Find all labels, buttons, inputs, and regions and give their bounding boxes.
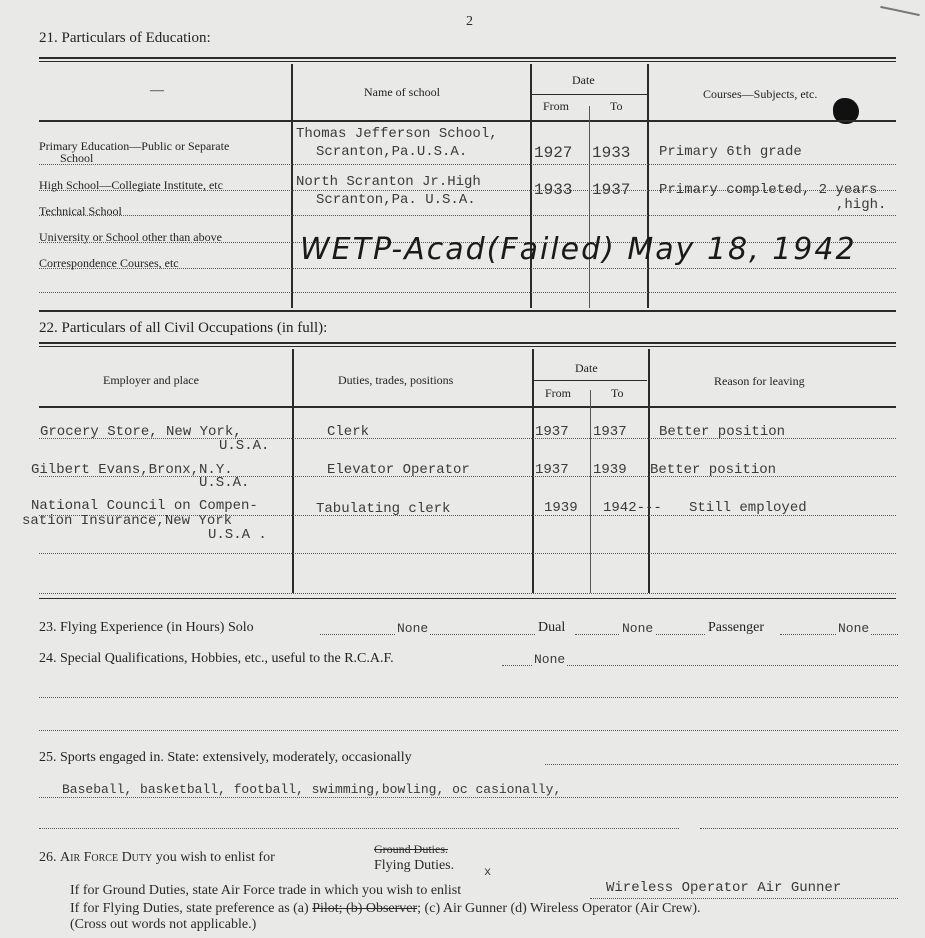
divider [39,342,896,344]
fill-line [39,828,679,829]
section-23-label: 23. Flying Experience (in Hours) Solo [39,620,254,635]
employer-line3: U.S.A . [208,527,267,543]
column-rule [647,64,649,308]
divider [532,94,648,95]
to-header: To [610,99,623,113]
row-label-technical: Technical School [39,204,122,218]
reason-header: Reason for leaving [714,374,805,388]
sports-value: Baseball, basketball, football, swimming,bowling, oc casionally, [62,782,562,797]
dual-hours: None [622,621,654,636]
date-header: Date [575,361,598,375]
row-label-high-school: High School—Collegiate Institute, etc [39,178,223,192]
scratch-mark [880,6,920,16]
duties-header: Duties, trades, positions [338,373,454,387]
section-26-number: 26. [39,850,57,865]
duties: Tabulating clerk [316,501,451,517]
reason-for-leaving: Better position [650,462,777,478]
employer-line2: U.S.A. [219,438,270,454]
option-flying-duties: Flying Duties. [374,858,455,873]
column-rule [530,64,532,308]
occupation-to: 1937 [593,424,627,440]
education-to: 1937 [592,181,631,199]
divider [39,57,896,59]
duties: Clerk [327,424,370,440]
education-from: 1927 [534,144,573,162]
fill-line [590,898,898,899]
section-22-title: 22. Particulars of all Civil Occupations (in full): [39,320,328,336]
column-rule [532,349,534,593]
section-25-label: 25. Sports engaged in. State: extensively, moderately, occasionally [39,750,412,765]
fill-line [39,697,898,698]
column-rule [292,349,294,593]
divider [533,380,647,381]
row-line [39,268,896,269]
column-rule [590,390,591,593]
school-name-line1: North Scranton Jr.High [296,174,481,190]
employer-line2: sation Insurance,New York [22,513,233,529]
duties: Elevator Operator [327,462,470,478]
row-line [39,593,896,594]
employer-header: Employer and place [103,373,199,387]
occupation-from: 1937 [535,424,569,440]
employer-line1: National Council on Compen- [31,498,258,514]
page-number: 2 [466,14,473,29]
section-26-suffix: you wish to enlist for [155,850,275,865]
row-line [39,215,896,216]
row-label-university: University or School other than above [39,230,222,244]
flying-preference-line [70,901,701,917]
flying-pref-prefix: If for Flying Duties, state preference as (a) [70,901,309,916]
row-line [39,292,896,293]
occupation-to: 1942--- [603,500,662,516]
divider [39,346,896,347]
courses-header: Courses—Subjects, etc. [703,87,818,101]
school-name-line1: Thomas Jefferson School, [296,126,498,142]
column-rule [589,106,590,308]
fill-line [545,764,898,765]
employer-line1: Gilbert Evans,Bronx,N.Y. [31,462,233,478]
divider [39,406,896,408]
option-ground-duties: Ground Duties. [374,842,448,856]
fill-line [39,730,898,731]
education-courses: Primary completed, 2 years [659,182,878,198]
section-26-title: Air Force Duty [60,850,153,865]
row-label-primary: Primary Education—Public or Separate [39,139,230,153]
section-21-title: 21. Particulars of Education: [39,30,211,46]
education-from: 1933 [534,181,573,199]
from-header: From [545,386,572,400]
row-line [39,164,896,165]
date-header: Date [572,73,595,87]
occupation-from: 1937 [535,462,569,478]
education-courses-line2: ,high. [836,197,887,213]
divider [39,598,896,599]
reason-for-leaving: Better position [659,424,786,440]
flying-pref-suffix: ; (c) Air Gunner (d) Wireless Operator (Air Crew). [417,901,701,916]
fill-line [700,828,898,829]
divider [39,310,896,312]
divider [39,120,896,122]
category-header: — [150,83,164,98]
fill-line [39,797,898,798]
employer-line1: Grocery Store, New York, [40,424,242,440]
section-26-label [39,850,275,866]
occupation-to: 1939 [593,462,627,478]
handwritten-note: WETP-Acad(Failed) May 18, 1942 [300,232,857,267]
to-header: To [611,386,624,400]
passenger-hours: None [838,621,870,636]
name-of-school-header: Name of school [364,85,440,99]
ground-trade-value: Wireless Operator Air Gunner [606,880,842,896]
divider [39,61,896,62]
special-qualifications: None [534,652,566,667]
row-line [39,553,896,554]
education-to: 1933 [592,144,631,162]
row-label-primary-school: School [60,151,94,165]
flying-pref-struck: Pilot; (b) Observer [312,901,418,916]
from-header: From [543,99,570,113]
solo-hours: None [397,621,429,636]
flying-duties-mark: x [484,865,492,879]
dual-label: Dual [538,620,566,635]
column-rule [291,64,293,308]
education-courses: Primary 6th grade [659,144,802,160]
ground-trade-label: If for Ground Duties, state Air Force trade in which you wish to enlist [70,883,462,898]
section-24-label: 24. Special Qualifications, Hobbies, etc., useful to the R.C.A.F. [39,651,394,666]
employer-line2: U.S.A. [199,475,250,491]
school-name-line2: Scranton,Pa.U.S.A. [316,144,468,160]
passenger-label: Passenger [708,620,764,635]
row-label-correspondence: Correspondence Courses, etc [39,256,179,270]
occupation-from: 1939 [544,500,578,516]
cross-out-note: (Cross out words not applicable.) [70,917,257,932]
reason-for-leaving: Still employed [689,500,807,516]
school-name-line2: Scranton,Pa. U.S.A. [316,192,476,208]
